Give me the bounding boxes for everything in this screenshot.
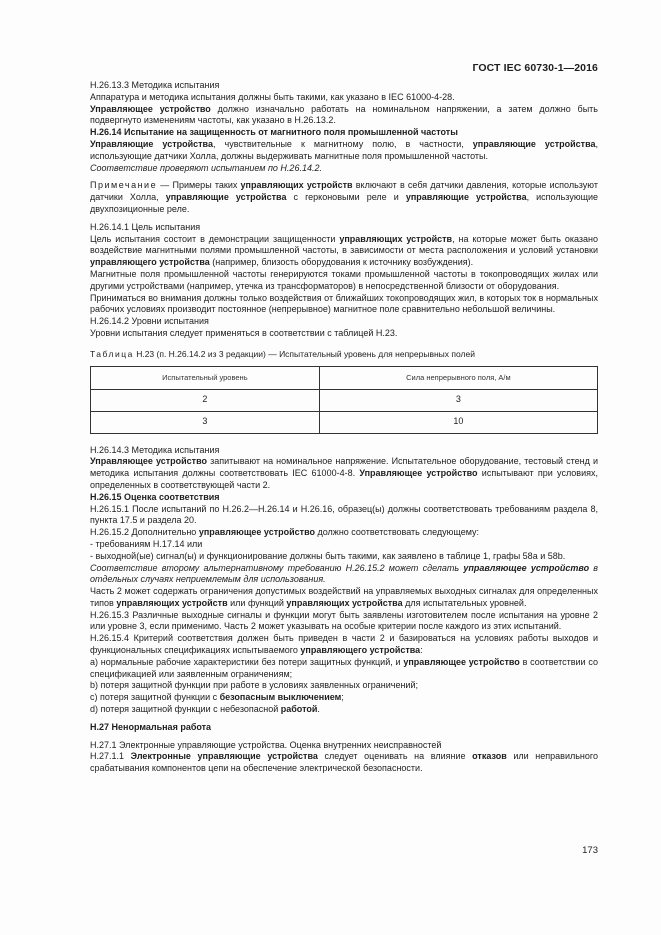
italic-text: Соответствие проверяют испытанием по Н.26.14.2. [90,162,322,173]
text-run: для испытательных уровней. [402,597,527,608]
text-run: должно изначально работать на номинальном напряжении, а затем должно быть подвергнуто изменениям частоты, как указано в Н.26.13.2. [90,103,598,126]
term: безопасным выключением [219,692,342,703]
term: управляющего устройства [300,645,421,656]
text-run: Часть 2 может содержать ограничения допустимых воздействий на управляемых выходных сигналах для определенных типов [90,586,598,608]
text-run: запитывают на номинальное напряжение. Испытательное оборудование, тестовый стенд и методика испытания должны соответствовать IEC 61000-4-8. [90,456,598,479]
paragraph: Н.26.14.2 Уровни испытания [90,316,209,327]
paragraph: Магнитные поля промышленной частоты генерируются токами промышленной частоты в токопроводящих жилах или другими устройствами (например, утечка из трансформаторов) в непосредственной близости от оборудования. [90,268,598,291]
term: управляющих устройств [240,180,353,191]
compliance-note [90,563,598,587]
term: управляющих устройств [116,597,228,608]
text-run: или неправильного срабатывания компонентов цепи на обеспечение электрической безопасности. [90,751,598,774]
text-run: с герконовыми реле и [286,192,406,203]
test-level-table [90,366,598,434]
table-row [91,411,598,433]
term: управляющих устройства [286,597,403,608]
heading-text: Н.27 Ненормальная работа [90,721,212,732]
text-run: а) нормальные рабочие характеристики без потери защитных функций, и [90,656,404,667]
text-run: должно соответствовать следующему: [314,527,480,538]
note-label: Примечание [90,180,158,191]
section-heading [90,492,598,504]
paragraph: Н.26.14.1 Цель испытания [90,221,201,232]
text-run: Н.26.15.2 Дополнительно [90,527,199,538]
term: Управляющее устройство [90,456,207,467]
text-run: или функций [227,597,287,608]
term: управляющее устройство [403,656,520,667]
table-caption [90,349,598,361]
list-item: - выходной(ые) сигнал(ы) и функционирование должны быть такими, как заявлено в таблице 1, графы 58а и 58b. [90,550,566,561]
table-row [91,389,598,411]
heading-text: Н.26.14 Испытание на защищенность от магнитного поля промышленной частоты [90,127,458,138]
text-run: ; [341,692,344,703]
section-heading [90,127,598,139]
table-caption-text: Н.23 (п. Н.26.14.2 из 3 редакции) — Испытательный уровень для непрерывных полей [133,348,475,359]
term: управляющее устройство [198,527,315,538]
term: управляющих устройств [339,233,453,244]
text-run: d) потеря защитной функции с небезопасной [90,704,281,715]
paragraph [90,586,598,610]
text-run: следует оценивать на влияние [317,751,473,762]
term: Управляющие устройства [90,138,213,149]
term: Управляющее устройство [90,103,211,114]
text-run: , чувствительные к магнитному полю, в частности, [212,138,473,149]
list-item [90,692,598,704]
heading-text: Н.26.15 Оценка соответствия [90,491,220,502]
text-run: Соответствие второму альтернативному требованию Н.26.15.2 может сделать [90,562,464,573]
compliance-note [90,163,598,175]
text-run: Н.26.15.4 Критерий соответствия должен быть приведен в части 2 и базироваться на условиях работы выходов и функциональных спецификациях испытываемого [90,633,598,656]
table-cell: 3 [91,411,320,433]
paragraph: Аппаратура и методика испытания должны быть такими, как указано в IEC 61000-4-28. [90,91,455,102]
text-run: — Примеры таких [157,180,241,191]
term: Электронные управляющие устройства [130,751,318,762]
section-heading [90,722,598,734]
term: работой [280,704,318,715]
text-run: : [420,645,423,656]
text-run: , на которые может быть оказано воздействие магнитными полями промышленной частоты, в зависимости от места расположения и условий установки [90,233,598,256]
page-number: 173 [582,845,598,856]
text-run: , использующие двухпозиционные реле. [90,192,599,214]
text-run: Цель испытания состоит в демонстрации защищенности [90,233,340,244]
text-run: c) потеря защитной функции с [90,692,220,703]
table-label: Таблица [90,348,134,359]
list-item: - требованиям Н.17.14 или [90,538,203,549]
paragraph [90,456,598,491]
term: управляющие устройства [165,192,287,203]
paragraph [90,633,598,657]
paragraph [90,139,598,163]
standard-header: ГОСТ IEC 60730-1—2016 [472,62,598,74]
paragraph [90,751,598,775]
table-header-row [91,366,598,389]
term: управляющие устройства [405,192,527,203]
term: Управляющее устройство [359,468,478,479]
paragraph: Н.26.15.1 После испытаний по Н.26.2—Н.26.14 и Н.26.16, образец(ы) должны соответствовать требованиям раздела 8, пункта 17.5 и раздела 20. [90,503,598,526]
page-content [90,80,598,775]
text-run: испытывают при условиях, определенных в соответствующей части 2. [90,468,598,490]
paragraph: Н.26.15.3 Различные выходные сигналы и функции могут быть заявлены изготовителем после испытания на уровне 2 или уровне 3, если применимо. Часть 2 может указывать на особые критерии после каждого из этих испытаний. [90,609,598,632]
paragraph: Н.27.1 Электронные управляющие устройства. Оценка внутренних неисправностей [90,739,442,750]
list-item: b) потеря защитной функции при работе в условиях заявленных ограничений; [90,680,418,691]
text-run: (например, близость оборудования к источнику возбуждения). [209,257,474,268]
list-item [90,704,598,716]
note-paragraph [90,180,598,215]
term: управляющего устройства [90,257,210,268]
term: управляющее устройство [463,562,590,573]
paragraph: Н.26.14.3 Методика испытания [90,444,220,455]
paragraph: Приниматься во внимания должны только воздействия от ближайших токопроводящих жил, в которых ток в нормальных рабочих условиях производит постоянное (непрерывное) магнитное поле сравнительно небольшой величины. [90,292,598,315]
text-run: Н.27.1.1 [90,751,131,762]
list-item [90,657,598,681]
text-run: , использующие датчики Холла, должны выдерживать магнитные поля промышленной частоты. [90,138,599,161]
text-run: в соответствии со спецификацией или заявленным ограничениям; [90,656,598,679]
paragraph [90,527,598,539]
paragraph: Н.26.13.3 Методика испытания [90,80,220,90]
term: управляющие устройства [472,138,596,149]
paragraph: Уровни испытания следует применяться в соответствии с таблицей Н.23. [90,327,398,338]
text-run: в отдельных случаях неприемлемым для использования. [90,562,598,585]
table-cell: 3 [319,389,597,411]
paragraph [90,104,598,128]
text-run: включают в себя датчики давления, которые используют датчики Холла, [90,180,598,203]
table-cell: 10 [319,411,597,433]
table-header-cell: Сила непрерывного поля, А/м [319,366,597,389]
table-cell: 2 [91,389,320,411]
term: отказов [472,751,507,762]
paragraph [90,234,598,269]
text-run: . [317,704,320,715]
table-header-cell: Испытательный уровень [91,366,320,389]
